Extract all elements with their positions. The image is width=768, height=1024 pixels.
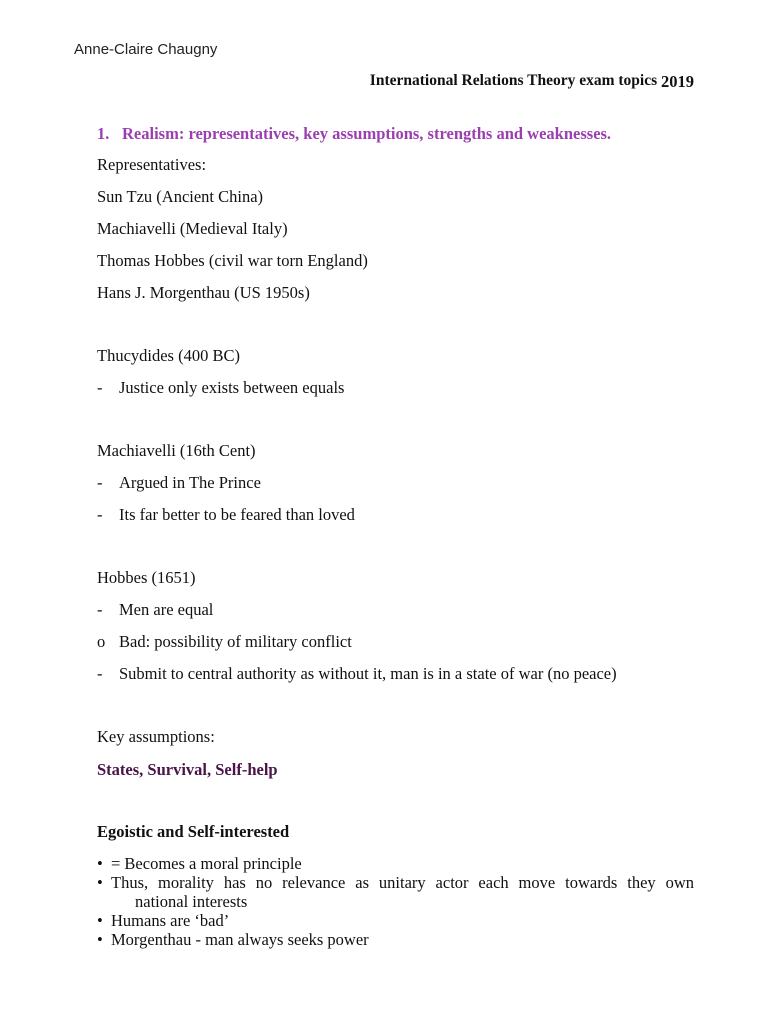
- representative-item: Thomas Hobbes (civil war torn England): [97, 251, 368, 270]
- section-1-heading: [97, 124, 611, 144]
- key-assumptions-highlight: States, Survival, Self-help: [97, 760, 278, 779]
- author-name: Anne-Claire Chaugny: [74, 41, 218, 58]
- dash-marker: -: [97, 505, 103, 524]
- section-heading-text: Realism: representatives, key assumptions, strengths and weaknesses.: [122, 124, 612, 143]
- list-item: [97, 911, 694, 930]
- circle-subpoint: [97, 632, 352, 652]
- dash-marker: -: [97, 600, 103, 619]
- dash-point: [97, 378, 344, 398]
- key-assumptions-label: Key assumptions:: [97, 727, 215, 746]
- point-text: Argued in The Prince: [119, 473, 261, 492]
- list-item: [97, 930, 694, 949]
- representative-item: Hans J. Morgenthau (US 1950s): [97, 283, 310, 302]
- bullet-marker: •: [97, 873, 103, 892]
- dash-marker: -: [97, 378, 103, 397]
- dash-point: [97, 600, 213, 620]
- section-number: 1.: [97, 124, 110, 143]
- point-text: Justice only exists between equals: [119, 378, 345, 397]
- circle-marker: o: [97, 632, 106, 651]
- document-title: [370, 70, 694, 90]
- machiavelli-label: Machiavelli (16th Cent): [97, 441, 256, 460]
- egoistic-bullet-list: [97, 854, 694, 949]
- title-text: International Relations Theory exam topics: [369, 72, 658, 89]
- bullet-text: Humans are ‘bad’: [111, 911, 230, 930]
- dash-point: [97, 473, 261, 493]
- title-year: 2019: [661, 72, 694, 91]
- hobbes-label: Hobbes (1651): [97, 568, 196, 587]
- bullet-marker: •: [97, 930, 103, 949]
- point-text: Its far better to be feared than loved: [119, 505, 355, 524]
- dash-marker: -: [97, 664, 103, 683]
- representative-item: Machiavelli (Medieval Italy): [97, 219, 288, 238]
- point-text: Submit to central authority as without it, man is in a state of war (no peace): [119, 664, 617, 683]
- bullet-continuation: national interests: [135, 892, 248, 911]
- bullet-text: Thus, morality has no relevance as unitary actor each move towards they own: [111, 873, 694, 892]
- list-item: [97, 873, 694, 892]
- dash-point: [97, 505, 355, 525]
- bullet-text: = Becomes a moral principle: [111, 854, 302, 873]
- egoistic-heading: Egoistic and Self-interested: [97, 822, 290, 841]
- dash-marker: -: [97, 473, 103, 492]
- dash-point: [97, 664, 617, 684]
- point-text: Bad: possibility of military conflict: [119, 632, 352, 651]
- bullet-text: Morgenthau - man always seeks power: [111, 930, 369, 949]
- list-item: [97, 854, 694, 873]
- thucydides-label: Thucydides (400 BC): [97, 346, 240, 365]
- bullet-marker: •: [97, 854, 103, 873]
- representatives-label: Representatives:: [97, 155, 207, 174]
- bullet-marker: •: [97, 911, 103, 930]
- point-text: Men are equal: [119, 600, 214, 619]
- representative-item: Sun Tzu (Ancient China): [97, 187, 264, 206]
